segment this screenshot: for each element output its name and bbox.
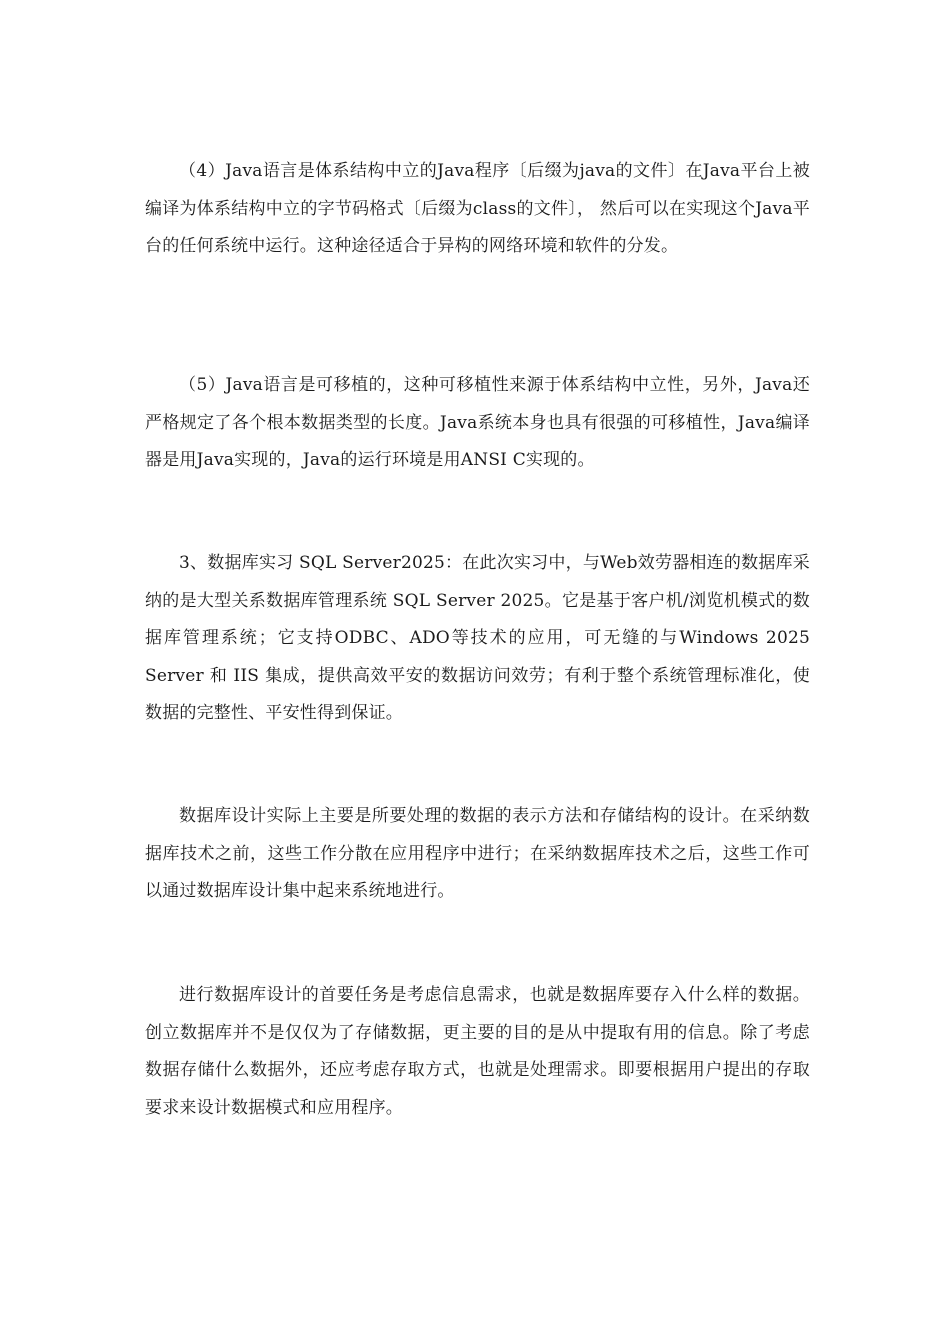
paragraph-database-design-task: 进行数据库设计的首要任务是考虑信息需求，也就是数据库要存入什么样的数据。创立数据库并不是仅仅为了存储数据，更主要的目的是从中提取有用的信息。除了考虑数据存储什么数据外，还应考虑存取方式，也就是处理需求。即要根据用户提出的存取要求来设计数据模式和应用程序。: [145, 985, 810, 1118]
paragraph-java-architecture-neutral: （4）Java语言是体系结构中立的Java程序〔后缀为java的文件〕在Java平台上被编译为体系结构中立的字节码格式〔后缀为class的文件〕， 然后可以在实现这个Java平台的任何系统中运行。这种途径适合于异构的网络环境和软件的分发。: [145, 161, 810, 256]
paragraph-java-portable: （5）Java语言是可移植的，这种可移植性来源于体系结构中立性，另外，Java还严格规定了各个根本数据类型的长度。Java系统本身也具有很强的可移植性，Java编译器是用Java实现的，Java的运行环境是用ANSI C实现的。: [145, 375, 810, 470]
paragraph-sql-server-internship: 3、数据库实习 SQL Server2025：在此次实习中，与Web效劳器相连的数据库采纳的是大型关系数据库管理系统 SQL Server 2025。它是基于客户机/浏览机模式的数据库管理系统；它支持ODBC、ADO等技术的应用，可无缝的与Windows 2025 Server 和 IIS 集成，提供高效平安的数据访问效劳；有利于整个系统管理标准化，使数据的完整性、平安性得到保证。: [145, 553, 810, 723]
paragraph-database-design: 数据库设计实际上主要是所要处理的数据的表示方法和存储结构的设计。在采纳数据库技术之前，这些工作分散在应用程序中进行；在采纳数据库技术之后，这些工作可以通过数据库设计集中起来系统地进行。: [145, 806, 810, 901]
